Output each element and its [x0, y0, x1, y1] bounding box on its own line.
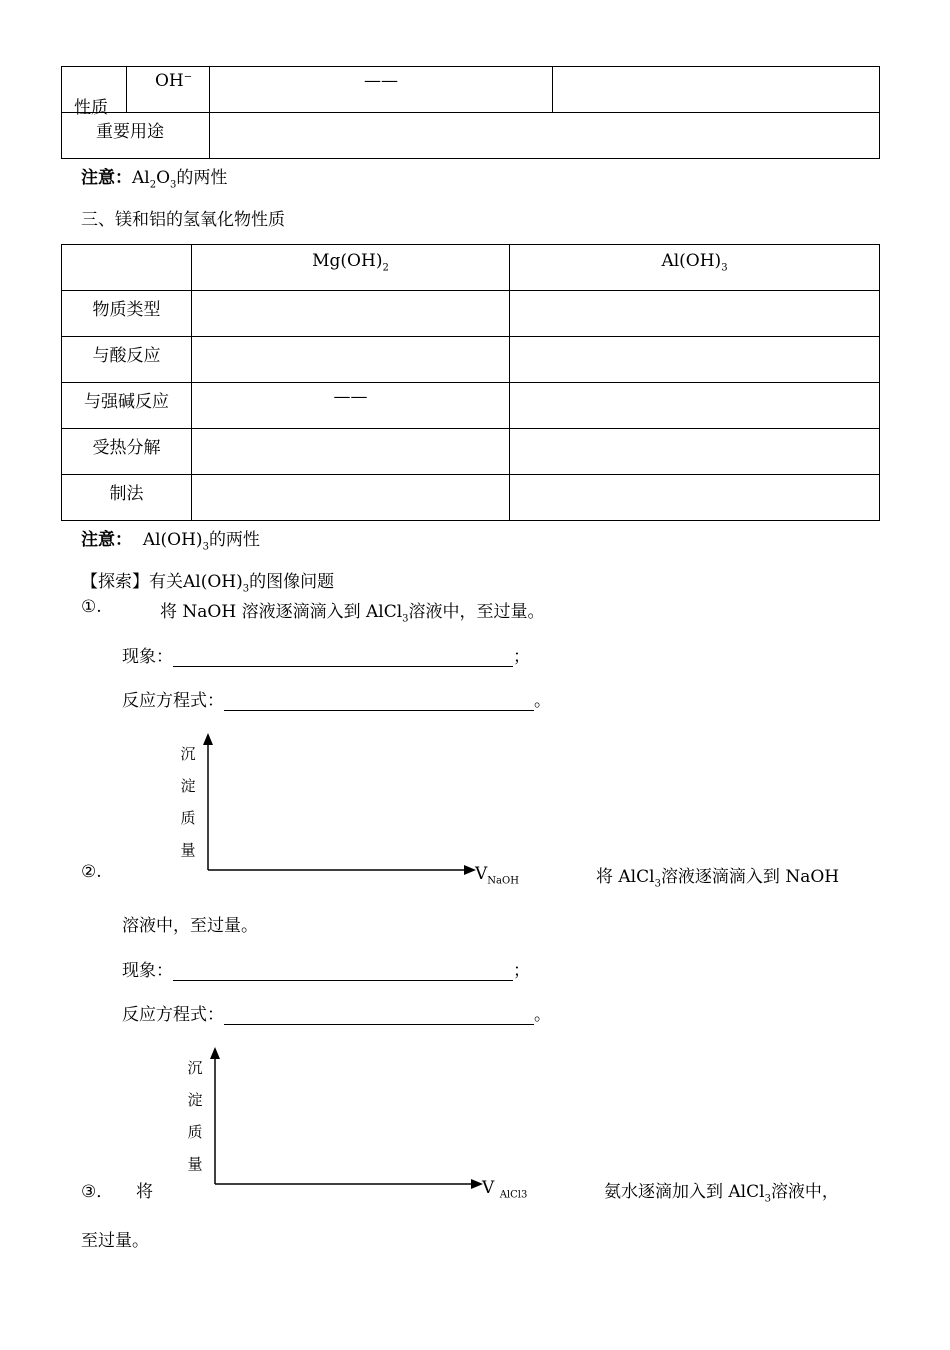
note-aloh3: 注意： $Al(OH)_3$的两性 [81, 530, 260, 553]
row-label: 制法 [62, 475, 192, 521]
header-aloh3: $Al(OH)_3$ [510, 245, 880, 291]
row-label: 与酸反应 [62, 337, 192, 383]
item-3-text-cont: 至过量。 [81, 1231, 149, 1251]
graph-2-y-label: 沉 淀 质 量 [187, 1059, 203, 1173]
item-2-text: 将 AlCl$_3$溶液逐滴滴入到 NaOH [596, 867, 840, 890]
table-cell [510, 475, 880, 521]
graph-2-x-label: V $_{AlCl3}$ [482, 1178, 528, 1201]
header-empty-cell [62, 245, 192, 291]
equation-line-1: 反应方程式： 。 [122, 691, 551, 711]
row-label: 受热分解 [62, 429, 192, 475]
table-cell [192, 337, 510, 383]
note-al2o3: 注意：$Al_2O_3$的两性 [81, 168, 228, 191]
item-1-text: 将 NaOH 溶液逐滴滴入到 AlCl$_3$溶液中，至过量。 [160, 602, 545, 625]
oh-col1-cell [210, 67, 553, 113]
table-cell [192, 475, 510, 521]
item-3-number: ③． [81, 1182, 114, 1202]
equation-blank-1[interactable] [224, 692, 534, 711]
graph-1-y-label: 沉 淀 质 量 [180, 745, 196, 859]
phenomenon-blank-2[interactable] [173, 962, 513, 981]
oh-cell [127, 67, 210, 113]
graph-1-x-label: $V_{NaOH}$ [475, 864, 519, 887]
hydroxide-table [61, 244, 880, 521]
graph-1-axes [200, 733, 480, 878]
table-cell [192, 383, 510, 429]
header-mgoh2: $Mg(OH)_2$ [192, 245, 510, 291]
item-3-text: 氨水逐滴加入到 AlCl$_3$溶液中， [604, 1182, 839, 1205]
table-cell [192, 291, 510, 337]
prop-label: 性质 [74, 98, 108, 118]
row-label: 物质类型 [62, 291, 192, 337]
use-label-cell [62, 113, 210, 159]
dash-mark: —— [364, 71, 398, 91]
item-2-text-cont: 溶液中，至过量。 [122, 916, 258, 936]
phenomenon-blank-1[interactable] [173, 648, 513, 667]
table-cell [510, 383, 880, 429]
phenomenon-line-2: 现象： ； [122, 961, 530, 981]
prop-label-cell [62, 67, 127, 118]
oh-col2-cell [553, 67, 880, 113]
equation-blank-2[interactable] [224, 1006, 534, 1025]
phenomenon-line-1: 现象： ； [122, 647, 530, 667]
section-heading: 三、镁和铝的氢氧化物性质 [81, 210, 285, 230]
use-label: 重要用途 [96, 122, 164, 142]
row-label: 与强碱反应 [62, 383, 192, 429]
properties-table-top [61, 66, 880, 159]
table-cell [510, 291, 880, 337]
explore-heading: 【探索】有关$Al(OH)_3$的图像问题 [81, 572, 335, 595]
graph-2-axes [207, 1047, 487, 1192]
item-3-prefix: 将 [136, 1182, 153, 1202]
equation-line-2: 反应方程式： 。 [122, 1005, 551, 1025]
table-cell [510, 429, 880, 475]
item-2-number: ②. [81, 862, 102, 882]
item-1-number: ①. [81, 597, 102, 617]
oh-label: OH− [155, 71, 193, 91]
use-value-cell [210, 113, 880, 159]
table-cell [192, 429, 510, 475]
table-cell [510, 337, 880, 383]
dash-mark: —— [333, 387, 368, 407]
